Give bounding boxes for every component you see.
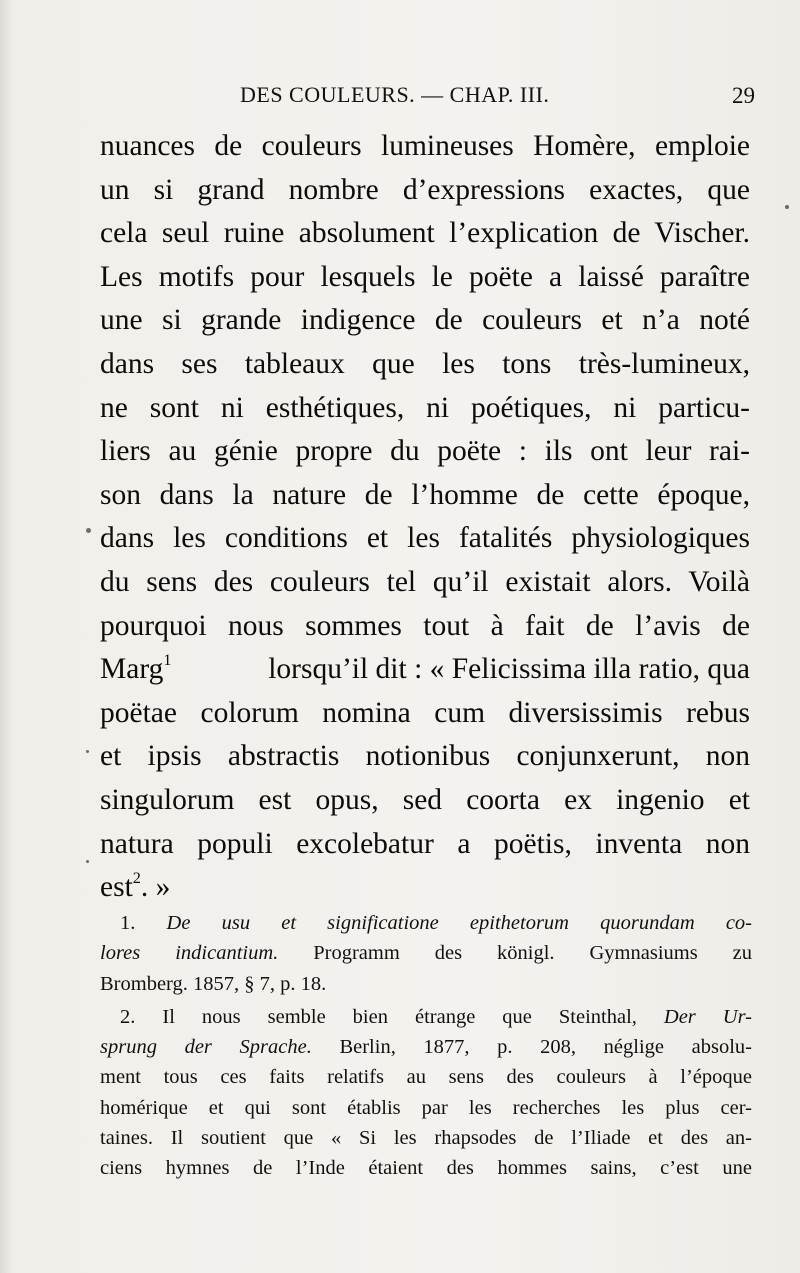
running-title: DES COULEURS. — CHAP. III.	[240, 82, 550, 107]
text-line: dans ses tableaux que les tons très-lumineux,	[100, 347, 750, 380]
text-line: singulorum est opus, sed coorta ex ingenio et	[100, 783, 750, 816]
footnote-2-line: ment tous ces faits relatifs au sens des couleurs à l’époque	[100, 1066, 752, 1089]
text-fragment	[100, 648, 171, 692]
page-number: 29	[732, 83, 755, 108]
main-text	[100, 125, 750, 910]
text-fragment: . »	[140, 871, 171, 904]
text-line: une si grande indigence de couleurs et n’a noté	[100, 304, 750, 337]
text-line: un si grand nombre d’expressions exactes, que	[100, 173, 750, 206]
ink-speck	[86, 528, 91, 533]
running-header	[100, 82, 755, 112]
footnote-italic: sprung der Sprache.	[100, 1036, 312, 1059]
ink-speck	[785, 205, 789, 209]
footnote-text: Programm des königl. Gymnasiums zu	[278, 942, 752, 965]
footnote-2-line	[100, 1002, 752, 1032]
footnote-italic: De usu et significatione epithetorum quorundam co-	[166, 912, 752, 934]
text-line: Les motifs pour lesquels le poëte a laissé paraître	[100, 260, 750, 293]
footnote-2-line: ciens hymnes de l’Inde étaient des hommes sains, c’est une	[100, 1157, 752, 1180]
text-line: nuances de couleurs lumineuses Homère, emploie	[100, 130, 750, 162]
text-line: dans les conditions et les fatalités physiologiques	[100, 522, 750, 555]
footnote-1-line	[100, 908, 752, 938]
text-fragment: est	[100, 871, 133, 904]
footnote-italic: lores indicantium.	[100, 942, 279, 965]
text-line: son dans la nature de l’homme de cette époque,	[100, 478, 750, 511]
footnote-number: 2.	[120, 1005, 136, 1028]
ink-speck	[86, 860, 89, 863]
text-line: natura populi excolebatur a poëtis, inventa non	[100, 827, 750, 860]
footnotes	[100, 908, 752, 1184]
footnote-1-line: Bromberg. 1857, § 7, p. 18.	[100, 972, 327, 995]
text-line: ne sont ni esthétiques, ni poétiques, ni particu-	[100, 391, 750, 424]
text-line: cela seul ruine absolument l’explication de Vischer.	[100, 217, 750, 250]
footnote-text: Berlin, 1877, p. 208, néglige absolu-	[311, 1036, 752, 1059]
footnote-italic: Der Ur-	[663, 1005, 752, 1028]
footnote-2-line	[100, 1032, 752, 1062]
footnote-text: Il nous semble bien étrange que Steinthal,	[135, 1005, 664, 1028]
footnote-ref: 1	[163, 651, 172, 670]
text-line-last	[100, 866, 750, 910]
footnote-2-line: homérique et qui sont établis par les recherches les plus cer-	[100, 1096, 752, 1119]
footnote-ref: 2	[132, 869, 141, 888]
text-fragment: lorsqu’il dit : « Felicissima illa ratio, qua	[268, 653, 750, 686]
ink-speck	[86, 750, 89, 753]
footnote-1-line	[100, 938, 752, 968]
text-line: et ipsis abstractis notionibus conjunxerunt, non	[100, 740, 750, 773]
text-line: du sens des couleurs tel qu’il existait alors. Voilà	[100, 565, 750, 598]
text-fragment: Marg	[100, 653, 164, 686]
text-line: pourquoi nous sommes tout à fait de l’avis de	[100, 609, 750, 642]
footnote-number: 1.	[120, 912, 136, 934]
text-line-with-note	[100, 648, 750, 692]
footnote-2-line: taines. Il soutient que « Si les rhapsodes de l’Iliade et des an-	[100, 1127, 752, 1150]
text-line: poëtae colorum nomina cum diversissimis rebus	[100, 696, 750, 729]
text-line: liers au génie propre du poëte : ils ont leur rai-	[100, 435, 750, 468]
